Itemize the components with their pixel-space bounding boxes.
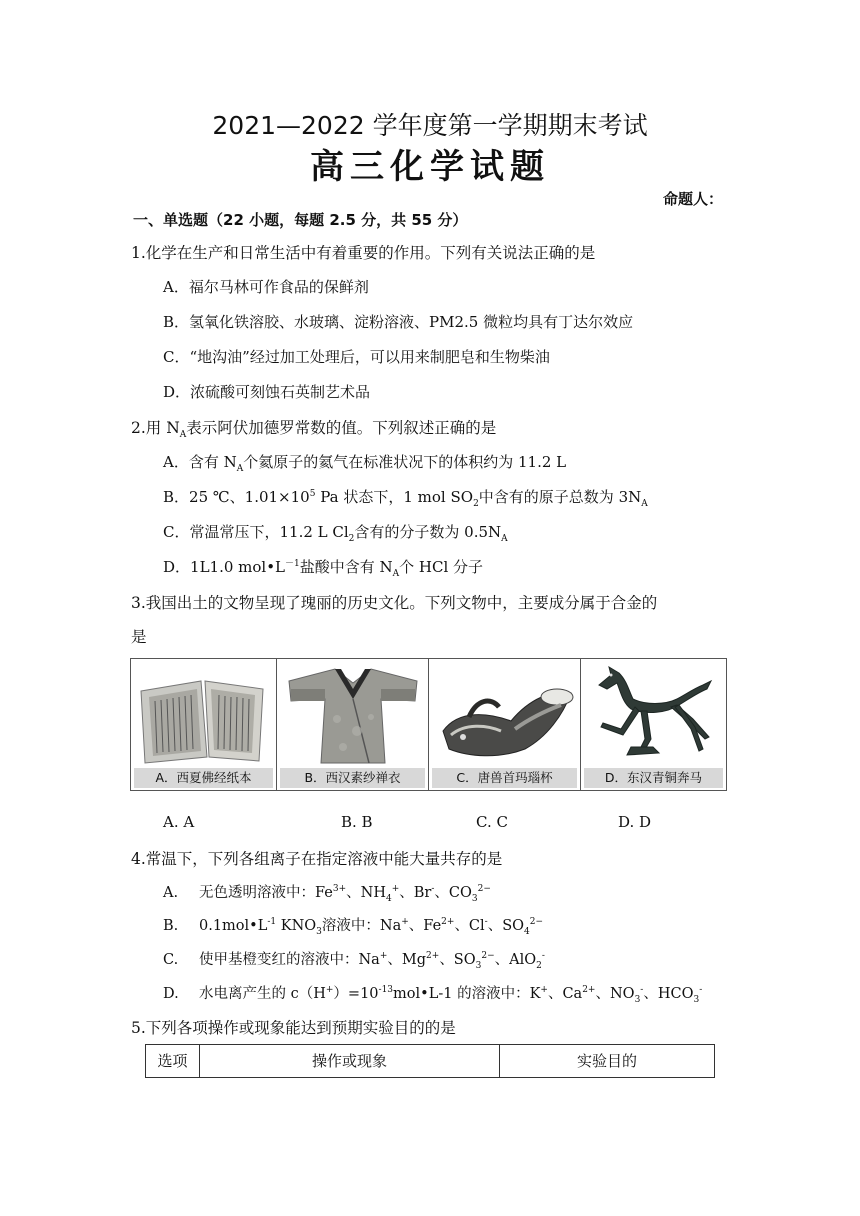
table-header-purpose: 实验目的 [576, 1052, 637, 1070]
artifact-caption-c: C．唐兽首玛瑙杯 [432, 768, 577, 788]
question-3-choice-b: B. B [341, 813, 373, 831]
artifact-cell-c [429, 659, 581, 790]
table-header-option: 选项 [146, 1045, 200, 1077]
question-5-stem: 5.下列各项操作或现象能达到预期实验目的的是 [131, 1019, 456, 1037]
silk-robe-image [277, 659, 429, 769]
artifact-caption-a: A．西夏佛经纸本 [134, 768, 273, 788]
section-heading: 一、单选题（22 小题，每题 2.5 分，共 55 分） [133, 211, 468, 229]
table-header-operation: 操作或现象 [200, 1045, 500, 1077]
question-1-option-a: A．福尔马林可作食品的保鲜剂 [163, 278, 369, 296]
artifact-caption-d: D．东汉青铜奔马 [584, 768, 723, 788]
exam-subtitle: 2021—2022 学年度第一学期期末考试 [212, 111, 648, 140]
artifact-cell-a [131, 659, 277, 790]
artifact-image-table [130, 658, 727, 791]
question-2-option-a: A．含有 $N_A$个氦原子的氦气在标准状况下的体积约为 11.2 L [163, 453, 567, 474]
question-1-option-b: B．氢氧化铁溶胶、水玻璃、淀粉溶液、PM2.5 微粒均具有丁达尔效应 [163, 313, 634, 331]
exam-title: 高三化学试题 [310, 147, 550, 187]
question-4-option-a: A. 无色透明溶液中：$Fe^{3+}$、$NH_4^+$、Br-、$CO_3^{2-}$ [163, 884, 491, 904]
question-3-choice-d: D. D [618, 813, 652, 831]
question-4-option-d: D. 水电离产生的 $c(H^+)=10^{-13}mol•L-1$ 的溶液中：K+、$Ca^{2+}$、$NO_3^-$、$HCO_3^-$ [163, 985, 703, 1005]
agate-cup-image [429, 659, 581, 769]
scripture-book-image [131, 659, 277, 769]
artifact-cell-d [581, 659, 726, 790]
question-4-option-c: C. 使甲基橙变红的溶液中：Na+、$Mg^{2+}$、$SO_3^{2-}$、AlO$_2$- [163, 951, 545, 971]
question-3-choice-a: A. A [163, 813, 195, 831]
question-1-option-d: D．浓硫酸可刻蚀石英制艺术品 [163, 383, 371, 401]
question-3-stem-line1: 3.我国出土的文物呈现了瑰丽的历史文化。下列文物中，主要成分属于合金的 [131, 594, 658, 612]
bronze-horse-image [581, 659, 726, 769]
question-1-option-c: C．“地沟油”经过加工处理后，可以用来制肥皂和生物柴油 [163, 348, 550, 366]
question-2-option-b: B．25 ℃、$1.01\times 10^5$ Pa 状态下，1 mol $SO_2$中含有的原子总数为 $3N_A$ [163, 488, 648, 509]
artifact-cell-b [277, 659, 429, 790]
question-4-stem: 4.常温下，下列各组离子在指定溶液中能大量共存的是 [131, 850, 503, 868]
question-3-stem-line2: 是 [131, 628, 147, 646]
question-2-stem: 2.用 $N_A$表示阿伏加德罗常数的值。下列叙述正确的是 [131, 419, 497, 441]
question-3-choice-c: C. C [476, 813, 508, 831]
question-4-option-b: B. $0.1mol•L^{-1}$ $KNO_3$溶液中：Na+、$Fe^{2+}$、Cl-、$SO_4^{2-}$ [163, 917, 544, 937]
question-1-stem: 1.化学在生产和日常生活中有着重要的作用。下列有关说法正确的是 [131, 244, 596, 262]
author-label: 命题人： [663, 190, 724, 208]
question-2-option-c: C．常温常压下，11.2 L $Cl_2$含有的分子数为 $0.5N_A$ [163, 523, 508, 544]
experiment-table [145, 1044, 715, 1078]
artifact-caption-b: B．西汉素纱禅衣 [280, 768, 425, 788]
question-2-option-d: D．1L1.0 $mol•L^{-1}$盐酸中含有 $N_A$个 HCl 分子 [163, 558, 484, 579]
